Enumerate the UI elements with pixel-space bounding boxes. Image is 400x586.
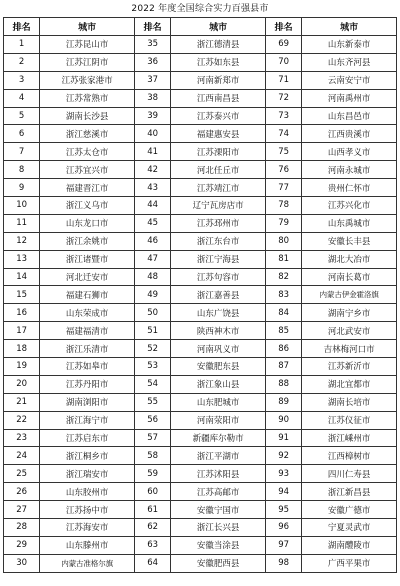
city-cell: 河南禹州市 (302, 89, 397, 107)
city-cell: 山东昌邑市 (302, 107, 397, 125)
rank-cell: 6 (4, 125, 40, 143)
rank-cell: 84 (265, 304, 301, 322)
table-row (4, 393, 397, 411)
rank-cell: 57 (134, 429, 170, 447)
rank-cell: 60 (134, 483, 170, 501)
rank-cell: 10 (4, 197, 40, 215)
rank-cell: 62 (134, 519, 170, 537)
rank-cell: 95 (265, 501, 301, 519)
table-row (4, 250, 397, 268)
rank-cell: 69 (265, 36, 301, 54)
city-cell: 湖南浏阳市 (40, 393, 135, 411)
city-cell: 浙江慈溪市 (40, 125, 135, 143)
header-city-2: 城市 (171, 18, 266, 36)
rank-cell: 43 (134, 179, 170, 197)
table-row (4, 304, 397, 322)
city-cell: 山东荣成市 (40, 304, 135, 322)
city-cell: 浙江新昌县 (302, 483, 397, 501)
rank-cell: 45 (134, 214, 170, 232)
city-cell: 河南长葛市 (302, 268, 397, 286)
city-cell: 江苏新沂市 (302, 358, 397, 376)
city-cell: 山西孝义市 (302, 143, 397, 161)
city-cell: 江苏泰兴市 (171, 107, 266, 125)
table-row (4, 36, 397, 54)
city-cell: 山东广饶县 (171, 304, 266, 322)
rank-cell: 61 (134, 501, 170, 519)
table-row (4, 71, 397, 89)
rank-cell: 58 (134, 447, 170, 465)
city-cell: 湖南宁乡市 (302, 304, 397, 322)
rank-cell: 23 (4, 429, 40, 447)
table-header-row (4, 18, 397, 36)
rank-cell: 21 (4, 393, 40, 411)
header-rank-1: 排名 (4, 18, 40, 36)
rank-cell: 91 (265, 429, 301, 447)
rank-cell: 12 (4, 232, 40, 250)
header-city-3: 城市 (302, 18, 397, 36)
city-cell: 浙江瑞安市 (40, 465, 135, 483)
city-cell: 江苏高邮市 (171, 483, 266, 501)
city-cell: 江苏海安市 (40, 519, 135, 537)
table-row (4, 232, 397, 250)
table-row (4, 107, 397, 125)
rank-cell: 50 (134, 304, 170, 322)
table-row (4, 429, 397, 447)
rank-cell: 75 (265, 143, 301, 161)
rank-cell: 70 (265, 53, 301, 71)
rank-cell: 30 (4, 554, 40, 572)
city-cell: 江苏溧阳市 (171, 143, 266, 161)
table-body (4, 36, 397, 573)
city-cell: 广西平果市 (302, 554, 397, 572)
city-cell: 江苏常熟市 (40, 89, 135, 107)
table-row (4, 322, 397, 340)
city-cell: 山东滕州市 (40, 536, 135, 554)
rank-cell: 89 (265, 393, 301, 411)
rank-cell: 9 (4, 179, 40, 197)
city-cell: 河南永城市 (302, 161, 397, 179)
table-row (4, 179, 397, 197)
rank-cell: 93 (265, 465, 301, 483)
rank-cell: 48 (134, 268, 170, 286)
rank-cell: 63 (134, 536, 170, 554)
city-cell: 浙江东台市 (171, 232, 266, 250)
table-row (4, 286, 397, 304)
table-row (4, 519, 397, 537)
city-cell: 湖南长沙县 (40, 107, 135, 125)
city-cell: 河南新郑市 (171, 71, 266, 89)
rank-cell: 16 (4, 304, 40, 322)
city-cell: 湖南醴陵市 (302, 536, 397, 554)
rank-cell: 92 (265, 447, 301, 465)
rank-cell: 8 (4, 161, 40, 179)
city-cell: 四川仁寿县 (302, 465, 397, 483)
rank-cell: 82 (265, 268, 301, 286)
rank-cell: 19 (4, 358, 40, 376)
city-cell: 吉林梅河口市 (302, 340, 397, 358)
city-cell: 浙江长兴县 (171, 519, 266, 537)
rank-cell: 53 (134, 358, 170, 376)
table-row (4, 161, 397, 179)
rank-cell: 97 (265, 536, 301, 554)
table-row (4, 554, 397, 572)
city-cell: 河北武安市 (302, 322, 397, 340)
rank-cell: 47 (134, 250, 170, 268)
table-row (4, 536, 397, 554)
rank-cell: 86 (265, 340, 301, 358)
rank-cell: 7 (4, 143, 40, 161)
city-cell: 安徽广德市 (302, 501, 397, 519)
city-cell: 安徽长丰县 (302, 232, 397, 250)
table-row (4, 375, 397, 393)
city-cell: 福建石狮市 (40, 286, 135, 304)
rank-cell: 24 (4, 447, 40, 465)
rank-cell: 17 (4, 322, 40, 340)
table-row (4, 501, 397, 519)
rank-cell: 11 (4, 214, 40, 232)
rank-cell: 1 (4, 36, 40, 54)
rank-cell: 15 (4, 286, 40, 304)
rank-cell: 83 (265, 286, 301, 304)
city-cell: 江苏丹阳市 (40, 375, 135, 393)
rank-cell: 39 (134, 107, 170, 125)
city-cell: 浙江桐乡市 (40, 447, 135, 465)
table-row (4, 89, 397, 107)
rank-cell: 20 (4, 375, 40, 393)
rank-cell: 88 (265, 375, 301, 393)
city-cell: 河北迁安市 (40, 268, 135, 286)
rank-cell: 37 (134, 71, 170, 89)
rank-cell: 51 (134, 322, 170, 340)
city-cell: 云南安宁市 (302, 71, 397, 89)
city-cell: 新疆库尔勒市 (171, 429, 266, 447)
page-title: 2022 年度全国综合实力百强县市 (131, 4, 269, 14)
city-cell: 浙江平湖市 (171, 447, 266, 465)
city-cell: 安徽当涂县 (171, 536, 266, 554)
rank-cell: 28 (4, 519, 40, 537)
table-row (4, 358, 397, 376)
rank-cell: 81 (265, 250, 301, 268)
city-cell: 浙江余姚市 (40, 232, 135, 250)
table-row (4, 268, 397, 286)
rank-cell: 4 (4, 89, 40, 107)
rank-cell: 76 (265, 161, 301, 179)
rank-cell: 3 (4, 71, 40, 89)
rank-cell: 77 (265, 179, 301, 197)
rank-cell: 56 (134, 411, 170, 429)
rank-cell: 64 (134, 554, 170, 572)
city-cell: 河南巩义市 (171, 340, 266, 358)
rank-cell: 40 (134, 125, 170, 143)
rank-cell: 35 (134, 36, 170, 54)
table-row (4, 53, 397, 71)
city-cell: 湖南长培市 (302, 393, 397, 411)
city-cell: 内蒙古伊金霍洛旗 (302, 286, 397, 304)
rank-cell: 46 (134, 232, 170, 250)
city-cell: 浙江海宁市 (40, 411, 135, 429)
rank-cell: 29 (4, 536, 40, 554)
city-cell: 江苏昆山市 (40, 36, 135, 54)
city-cell: 江苏如东县 (171, 53, 266, 71)
rank-cell: 13 (4, 250, 40, 268)
rank-cell: 42 (134, 161, 170, 179)
table-row (4, 197, 397, 215)
rank-cell: 26 (4, 483, 40, 501)
city-cell: 福建惠安县 (171, 125, 266, 143)
city-cell: 江苏兴化市 (302, 197, 397, 215)
rank-cell: 71 (265, 71, 301, 89)
city-cell: 浙江象山县 (171, 375, 266, 393)
rank-cell: 72 (265, 89, 301, 107)
city-cell: 江苏江阴市 (40, 53, 135, 71)
city-cell: 江苏靖江市 (171, 179, 266, 197)
city-cell: 江西南昌县 (171, 89, 266, 107)
table-row (4, 214, 397, 232)
table-row (4, 143, 397, 161)
city-cell: 内蒙古准格尔旗 (40, 554, 135, 572)
city-cell: 福建晋江市 (40, 179, 135, 197)
header-city-1: 城市 (40, 18, 135, 36)
city-cell: 贵州仁怀市 (302, 179, 397, 197)
rank-cell: 2 (4, 53, 40, 71)
rank-cell: 22 (4, 411, 40, 429)
city-cell: 山东龙口市 (40, 214, 135, 232)
rank-cell: 73 (265, 107, 301, 125)
city-cell: 湖北宜都市 (302, 375, 397, 393)
rank-cell: 90 (265, 411, 301, 429)
city-cell: 山东新泰市 (302, 36, 397, 54)
city-cell: 浙江德清县 (171, 36, 266, 54)
rank-cell: 87 (265, 358, 301, 376)
rank-cell: 14 (4, 268, 40, 286)
rank-cell: 78 (265, 197, 301, 215)
table-row (4, 411, 397, 429)
rank-cell: 59 (134, 465, 170, 483)
city-cell: 江苏张家港市 (40, 71, 135, 89)
rank-cell: 25 (4, 465, 40, 483)
table-row (4, 465, 397, 483)
rank-cell: 98 (265, 554, 301, 572)
city-cell: 浙江诸暨市 (40, 250, 135, 268)
city-cell: 湖北大冶市 (302, 250, 397, 268)
table-row (4, 447, 397, 465)
city-cell: 浙江乐清市 (40, 340, 135, 358)
city-cell: 江西樟树市 (302, 447, 397, 465)
city-cell: 浙江嵊州市 (302, 429, 397, 447)
rank-cell: 44 (134, 197, 170, 215)
city-cell: 浙江嘉善县 (171, 286, 266, 304)
rank-cell: 74 (265, 125, 301, 143)
rank-cell: 36 (134, 53, 170, 71)
rank-cell: 94 (265, 483, 301, 501)
city-cell: 江苏太仓市 (40, 143, 135, 161)
rank-cell: 38 (134, 89, 170, 107)
city-cell: 福建福清市 (40, 322, 135, 340)
rank-cell: 96 (265, 519, 301, 537)
city-cell: 安徽宁国市 (171, 501, 266, 519)
city-cell: 安徽肥东县 (171, 358, 266, 376)
city-cell: 江苏启东市 (40, 429, 135, 447)
table-row (4, 340, 397, 358)
rank-cell: 54 (134, 375, 170, 393)
city-cell: 安徽肥西县 (171, 554, 266, 572)
rank-cell: 41 (134, 143, 170, 161)
header-rank-2: 排名 (134, 18, 170, 36)
city-cell: 陕西神木市 (171, 322, 266, 340)
city-cell: 江苏句容市 (171, 268, 266, 286)
table-row (4, 483, 397, 501)
header-rank-3: 排名 (265, 18, 301, 36)
city-cell: 山东肥城市 (171, 393, 266, 411)
city-cell: 辽宁瓦房店市 (171, 197, 266, 215)
city-cell: 河南荥阳市 (171, 411, 266, 429)
city-cell: 山东齐河县 (302, 53, 397, 71)
rank-cell: 80 (265, 232, 301, 250)
city-cell: 江苏宜兴市 (40, 161, 135, 179)
city-cell: 江西贵溪市 (302, 125, 397, 143)
city-cell: 宁夏灵武市 (302, 519, 397, 537)
rank-cell: 27 (4, 501, 40, 519)
city-cell: 浙江宁海县 (171, 250, 266, 268)
city-cell: 江苏沭阳县 (171, 465, 266, 483)
ranking-table (3, 17, 397, 573)
rank-cell: 85 (265, 322, 301, 340)
city-cell: 河北任丘市 (171, 161, 266, 179)
rank-cell: 18 (4, 340, 40, 358)
rank-cell: 79 (265, 214, 301, 232)
rank-cell: 55 (134, 393, 170, 411)
city-cell: 山东禹城市 (302, 214, 397, 232)
rank-cell: 5 (4, 107, 40, 125)
city-cell: 江苏仪征市 (302, 411, 397, 429)
rank-cell: 49 (134, 286, 170, 304)
city-cell: 江苏如皋市 (40, 358, 135, 376)
rank-cell: 52 (134, 340, 170, 358)
table-row (4, 125, 397, 143)
city-cell: 山东胶州市 (40, 483, 135, 501)
city-cell: 浙江义乌市 (40, 197, 135, 215)
city-cell: 江苏邳州市 (171, 214, 266, 232)
city-cell: 江苏扬中市 (40, 501, 135, 519)
